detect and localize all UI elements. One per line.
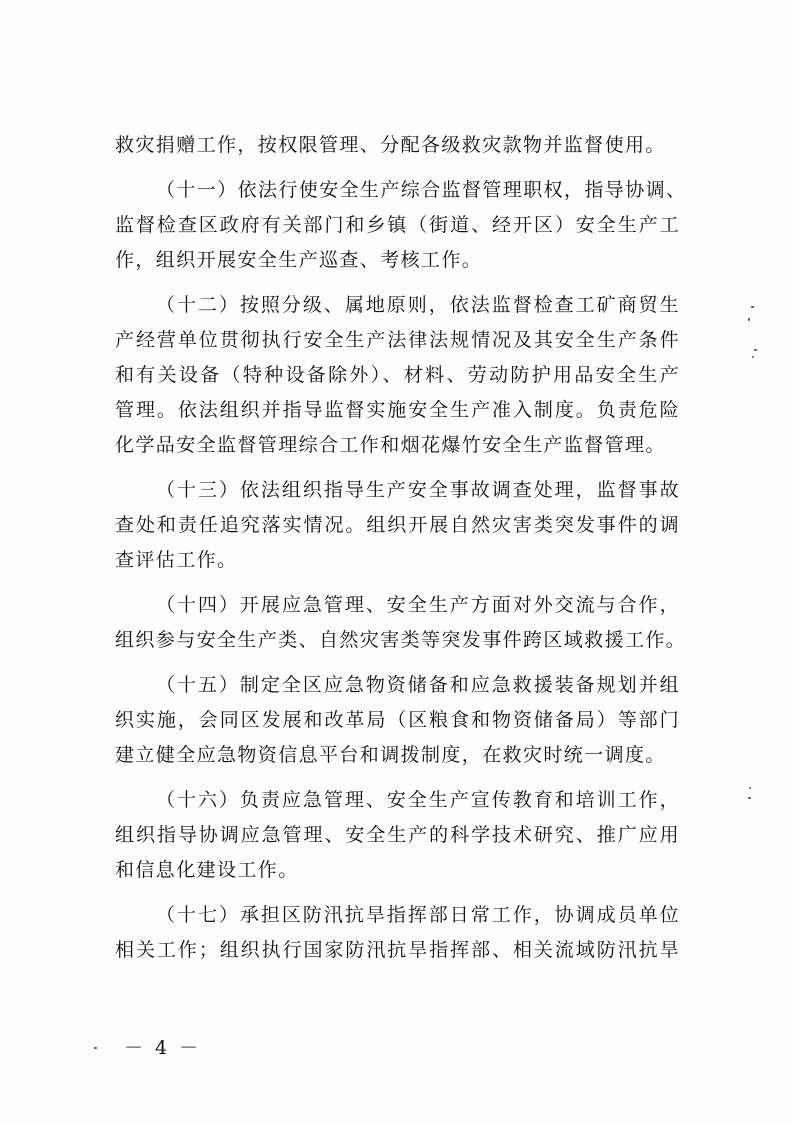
scan-speck — [748, 797, 751, 799]
document-body — [115, 128, 687, 968]
paragraph-17-line: （十七）承担区防汛抗旱指挥部日常工作，协调成员单位 — [156, 904, 680, 926]
paragraph-12-line: 产经营单位贯彻执行安全生产法律法规情况及其安全生产条件 — [115, 329, 680, 351]
paragraph-13-line: （十三）依法组织指导生产安全事故调查处理，监督事故 — [156, 479, 680, 501]
scan-speck — [748, 318, 750, 321]
paragraph-15-line: 建立健全应急物资信息平台和调拨制度，在救灾时统一调度。 — [115, 744, 666, 766]
paragraph-17-line: 相关工作；组织执行国家防汛抗旱指挥部、相关流域防汛抗旱 — [115, 939, 680, 961]
paragraph-11-line: 作，组织开展安全生产巡查、考核工作。 — [115, 249, 483, 271]
paragraph-12-line: 和有关设备（特种设备除外）、材料、劳动防护用品安全生产 — [115, 364, 680, 386]
paragraph-11-line: （十一）依法行使安全生产综合监督管理职权，指导协调、 — [156, 179, 687, 201]
scan-speck — [752, 356, 754, 358]
paragraph-11-line: 监督检查区政府有关部门和乡镇（街道、经开区）安全生产工 — [115, 214, 680, 236]
page-number: － 4 － — [124, 1037, 202, 1059]
paragraph-15-line: （十五）制定全区应急物资储备和应急救援装备规划并组 — [156, 674, 680, 696]
paragraph-12-line: （十二）按照分级、属地原则，依法监督检查工矿商贸生 — [156, 294, 680, 316]
paragraph-13-line: 查评估工作。 — [115, 549, 238, 571]
paragraph-16-line: 组织指导协调应急管理、安全生产的科学技术研究、推广应用 — [115, 824, 680, 846]
scan-speck — [754, 349, 757, 351]
paragraph-16-line: 和信息化建设工作。 — [115, 859, 299, 881]
paragraph-12-line: 化学品安全监督管理综合工作和烟花爆竹安全生产监督管理。 — [115, 434, 666, 456]
scan-speck — [749, 787, 751, 789]
paragraph-16-line: （十六）负责应急管理、安全生产宣传教育和培训工作， — [156, 789, 680, 811]
paragraph-13-line: 查处和责任追究落实情况。组织开展自然灾害类突发事件的调 — [115, 514, 680, 536]
text-line: 救灾捐赠工作，按权限管理、分配各级救灾款物并监督使用。 — [115, 134, 666, 156]
paragraph-12-line: 管理。依法组织并指导监督实施安全生产准入制度。负责危险 — [115, 399, 680, 421]
paragraph-14-line: 组织参与安全生产类、自然灾害类等突发事件跨区域救援工作。 — [115, 629, 687, 651]
scan-speck — [94, 1047, 97, 1049]
scan-speck — [751, 306, 754, 308]
paragraph-14-line: （十四）开展应急管理、安全生产方面对外交流与合作， — [156, 594, 680, 616]
paragraph-15-line: 织实施，会同区发展和改革局（区粮食和物资储备局）等部门 — [115, 709, 680, 731]
